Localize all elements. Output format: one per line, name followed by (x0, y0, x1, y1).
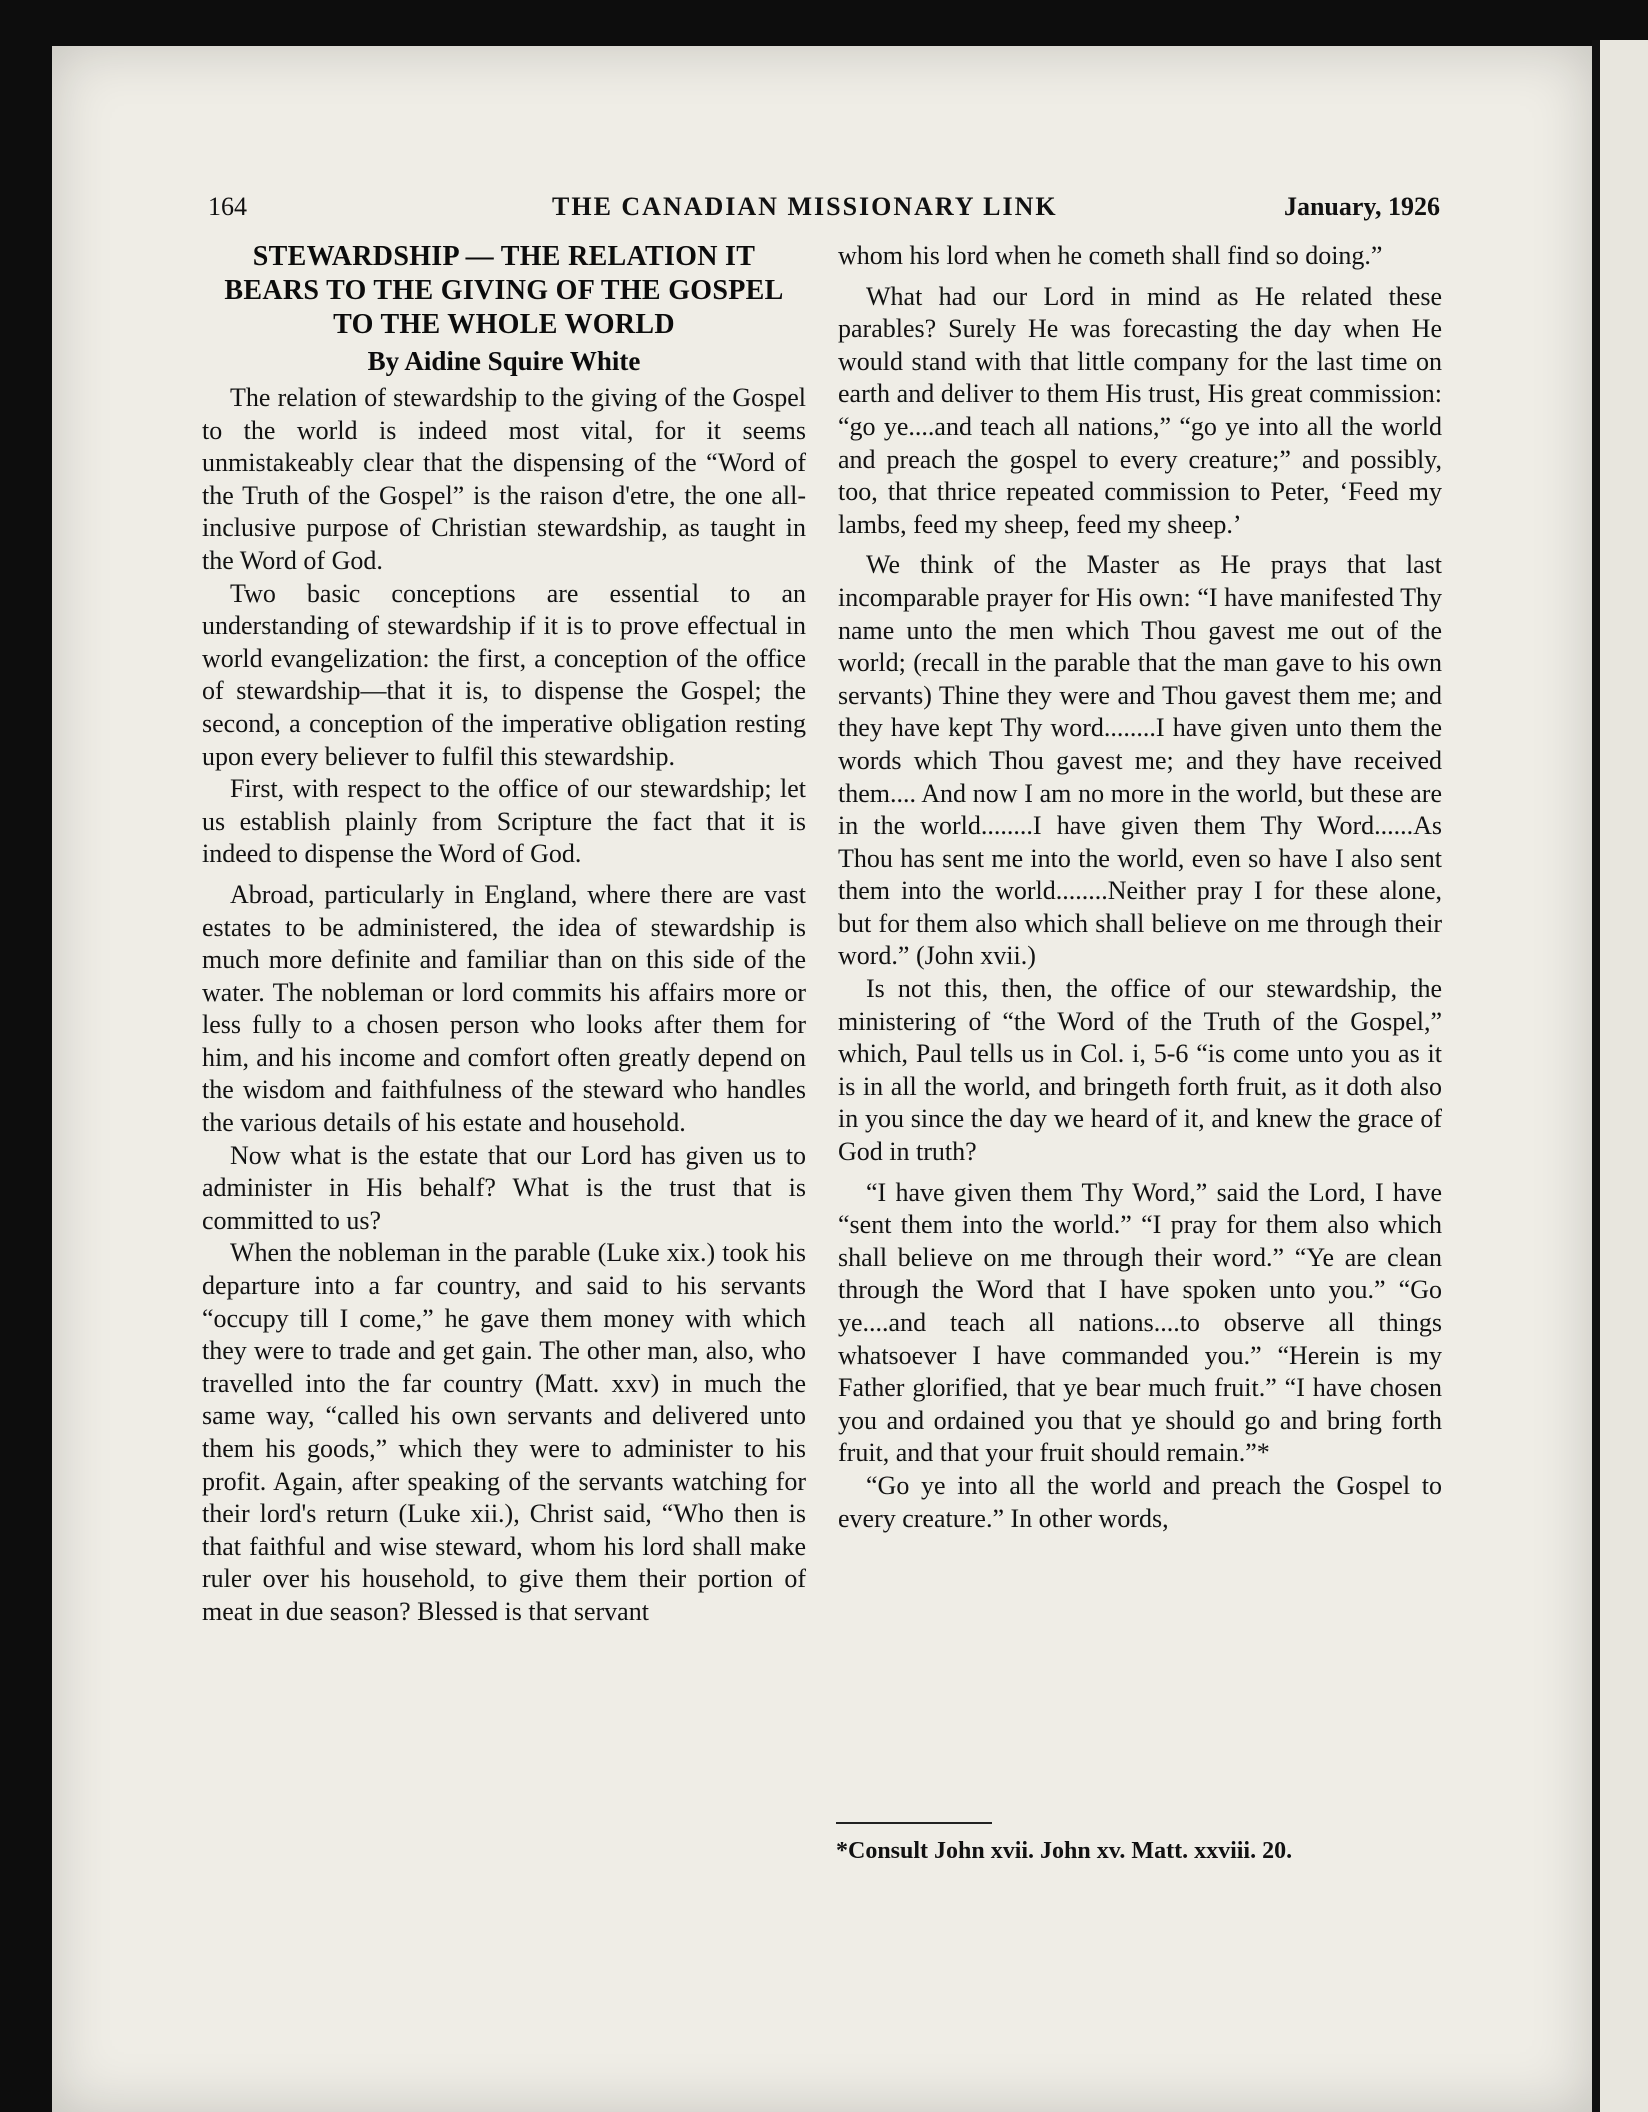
article-title: STEWARDSHIP — THE RELATION IT BEARS TO THE GIVING OF THE GOSPEL TO THE WHOLE WORLD (224, 241, 784, 340)
paragraph: whom his lord when he cometh shall find so doing.” (838, 241, 1383, 270)
paragraph: The relation of stewardship to the giving of the Gospel to the world is indeed most vital, for it seems unmistakeably clear that the dispensing of the “Word of the Truth of the Gospel” is the raison d'etre, the one all-inclusive purpose of Christian stewardship, as taught in the Word of God. (202, 383, 806, 575)
paragraph: When the nobleman in the parable (Luke xix.) took his departure into a far country, and said to his servants “occupy till I come,” he gave them money with which they were to trade and get gain. The other man, also, who travelled into the far country (Matt. xxv) in much the same way, “called his own servants and delivered unto them his goods,” which they were to administer to his profit. Again, after speaking of the servants watching for their lord's return (Luke xii.), Christ said, “Who then is that faithful and wise steward, whom his lord shall make ruler over his household, to give them their portion of meat in due season? Blessed is that servant (202, 1238, 806, 1626)
issue-date: January, 1926 (1283, 192, 1440, 221)
paragraph: “Go ye into all the world and preach the Gospel to every creature.” In other words, (838, 1470, 1442, 1533)
running-head (208, 192, 1440, 226)
footnote-rule (836, 1822, 992, 1824)
paragraph: First, with respect to the office of our stewardship; let us establish plainly from Scripture the fact that it is indeed to dispense the Word of God. (202, 774, 806, 869)
left-text-column (202, 240, 806, 1880)
journal-title: THE CANADIAN MISSIONARY LINK (552, 192, 1058, 221)
right-text-column (838, 240, 1442, 1880)
facing-page-edge (1600, 40, 1648, 2112)
article-byline: By Aidine Squire White (367, 346, 641, 376)
footnote: *Consult John xvii. John xv. Matt. xxviii. 20. (836, 1838, 1293, 1864)
paragraph: “I have given them Thy Word,” said the Lord, I have “sent them into the world.” “I pray for them also which shall believe on me through their word.” “Ye are clean through the Word that I have spoken unto you.” “Go ye....and teach all nations....to observe all things whatsoever I have commanded you.” “Herein is my Father glorified, that ye bear much fruit.” “I have chosen you and ordained you that ye should go and bring forth fruit, and that your fruit should remain.”* (838, 1177, 1442, 1468)
paragraph: We think of the Master as He prays that last incomparable prayer for His own: “I have manifested Thy name unto the men which Thou gavest me out of the world; (recall in the parable that the man gave to his own servants) Thine they were and Thou gavest them me; and they have kept Thy word........I have given unto them the words which Thou gavest me; and they have received them.... And now I am no more in the world, but these are in the world........I have given them Thy Word......As Thou has sent me into the world, even so have I also sent them into the world........Neither pray I for these alone, but for them also which shall believe on me through their word.” (John xvii.) (838, 550, 1442, 971)
page-number: 164 (208, 192, 247, 221)
paragraph: Is not this, then, the office of our stewardship, the ministering of “the Word of the Truth of the Gospel,” which, Paul tells us in Col. i, 5-6 “is come unto you as it is in all the world, and bringeth forth fruit, as it doth also in you since the day we heard of it, and knew the grace of God in truth? (838, 974, 1442, 1167)
paragraph: What had our Lord in mind as He related these parables? Surely He was forecasting the day when He would stand with that little company for the last time on earth and deliver to them His trust, His great commission: “go ye....and teach all nations,” “go ye into all the world and preach the gospel to every creature;” and possibly, too, that thrice repeated commission to Peter, ‘Feed my lambs, feed my sheep, feed my sheep.’ (838, 281, 1442, 539)
paragraph: Abroad, particularly in England, where there are vast estates to be administered, the idea of stewardship is much more definite and familiar than on this side of the water. The nobleman or lord commits his affairs more or less fully to a chosen person who looks after them for him, and his income and comfort often greatly depend on the wisdom and faithfulness of the steward who handles the various details of his estate and household. (202, 879, 806, 1138)
page-gutter-shadow (1592, 40, 1600, 2112)
paragraph: Now what is the estate that our Lord has given us to administer in His behalf? What is the trust that is committed to us? (202, 1140, 806, 1235)
paragraph: Two basic conceptions are essential to an understanding of stewardship if it is to prove effectual in world evangelization: the first, a conception of the office of stewardship—that it is, to dispense the Gospel; the second, a conception of the imperative obligation resting upon every believer to fulfil this stewardship. (202, 578, 806, 771)
